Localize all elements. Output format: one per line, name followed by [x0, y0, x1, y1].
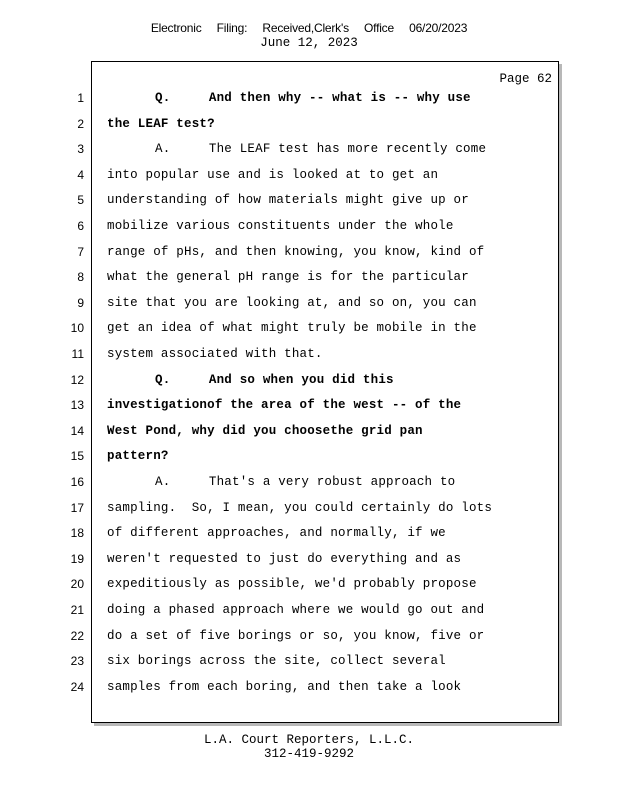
line-number: 24: [70, 679, 84, 694]
line-text: six borings across the site, collect several: [107, 654, 446, 669]
line-text: into popular use and is looked at to get an: [107, 167, 439, 182]
line-text: samples from each boring, and then take a look: [107, 679, 462, 694]
transcript-line: [0, 654, 560, 679]
transcript-line: [0, 603, 560, 628]
stamp-word: 06/20/2023: [409, 21, 468, 35]
line-number: 3: [77, 142, 84, 157]
line-number: 6: [77, 219, 84, 233]
transcript-line: [0, 475, 560, 500]
line-text: expeditiously as possible, we'd probably propose: [107, 577, 477, 592]
transcript-line: [0, 347, 560, 372]
transcript-line: [0, 168, 560, 193]
transcript-line: [0, 270, 560, 295]
line-number: 4: [77, 167, 84, 182]
line-number: 13: [70, 398, 84, 413]
line-number: 5: [77, 193, 84, 208]
line-number: 20: [70, 577, 84, 592]
line-text: the LEAF test?: [107, 116, 215, 131]
line-number: 21: [70, 603, 84, 617]
stamp-word: Office: [364, 21, 394, 35]
line-number: 14: [70, 423, 84, 438]
transcript-line: [0, 142, 560, 167]
line-text: doing a phased approach where we would go out and: [107, 603, 485, 617]
transcript-line: [0, 245, 560, 270]
stamp-word: Filing:: [216, 21, 248, 35]
transcript-line: [0, 680, 560, 705]
transcript-line: [0, 629, 560, 654]
line-text: system associated with that.: [107, 347, 323, 361]
line-number: 12: [70, 372, 84, 387]
transcript-line: [0, 91, 560, 116]
line-number: 7: [77, 244, 84, 259]
page-number: Page 62: [499, 72, 552, 86]
line-text: West Pond, why did you choosethe grid pan: [107, 423, 423, 438]
transcript-line: [0, 501, 560, 526]
line-text: what the general pH range is for the particular: [107, 270, 469, 285]
line-text: mobilize various constituents under the whole: [107, 219, 454, 233]
line-number: 15: [70, 449, 84, 464]
line-text: of different approaches, and normally, if we: [107, 526, 446, 541]
line-number: 23: [70, 654, 84, 669]
footer: [0, 733, 618, 761]
transcript-line: [0, 296, 560, 321]
line-text: A. That's a very robust approach to: [155, 475, 456, 489]
transcript-line: [0, 424, 560, 449]
line-number: 8: [77, 270, 84, 285]
deposition-date: June 12, 2023: [260, 36, 358, 50]
line-text: range of pHs, and then knowing, you know, kind of: [107, 244, 485, 259]
line-text: Q. And so when you did this: [155, 372, 394, 387]
filing-stamp: [0, 21, 618, 35]
stamp-word: Received,Clerk's: [262, 21, 349, 35]
transcript-line: [0, 117, 560, 142]
line-text: weren't requested to just do everything and as: [107, 551, 462, 566]
line-text: site that you are looking at, and so on, you can: [107, 295, 477, 310]
court-reporter-phone: 312-419-9292: [263, 747, 354, 761]
transcript-line: [0, 398, 560, 423]
transcript-line: [0, 321, 560, 346]
line-number: 11: [71, 347, 84, 361]
line-number: 19: [70, 551, 84, 566]
line-text: pattern?: [107, 449, 169, 464]
transcript-line: [0, 193, 560, 218]
line-text: do a set of five borings or so, you know, five or: [107, 628, 485, 643]
line-number: 1: [77, 91, 84, 105]
line-text: A. The LEAF test has more recently come: [155, 142, 487, 157]
line-text: get an idea of what might truly be mobile in the: [107, 321, 477, 336]
line-number: 22: [70, 628, 84, 643]
transcript-line: [0, 577, 560, 602]
transcript-line: [0, 552, 560, 577]
stamp-word: Electronic: [150, 21, 202, 35]
transcript-line: [0, 373, 560, 398]
transcript-line: [0, 526, 560, 551]
line-number: 10: [70, 321, 84, 336]
transcript-line: [0, 449, 560, 474]
line-text: Q. And then why -- what is -- why use: [155, 91, 471, 105]
line-number: 16: [70, 475, 84, 489]
line-text: understanding of how materials might give up or: [107, 193, 469, 208]
line-number: 18: [70, 526, 84, 541]
line-text: investigationof the area of the west -- of the: [107, 398, 462, 413]
line-number: 9: [77, 295, 84, 310]
court-reporter-name: L.A. Court Reporters, L.L.C.: [203, 733, 415, 747]
line-number: 2: [77, 116, 84, 131]
line-text: sampling. So, I mean, you could certainly do lots: [107, 500, 493, 515]
transcript-line: [0, 219, 560, 244]
line-number: 17: [70, 500, 84, 515]
